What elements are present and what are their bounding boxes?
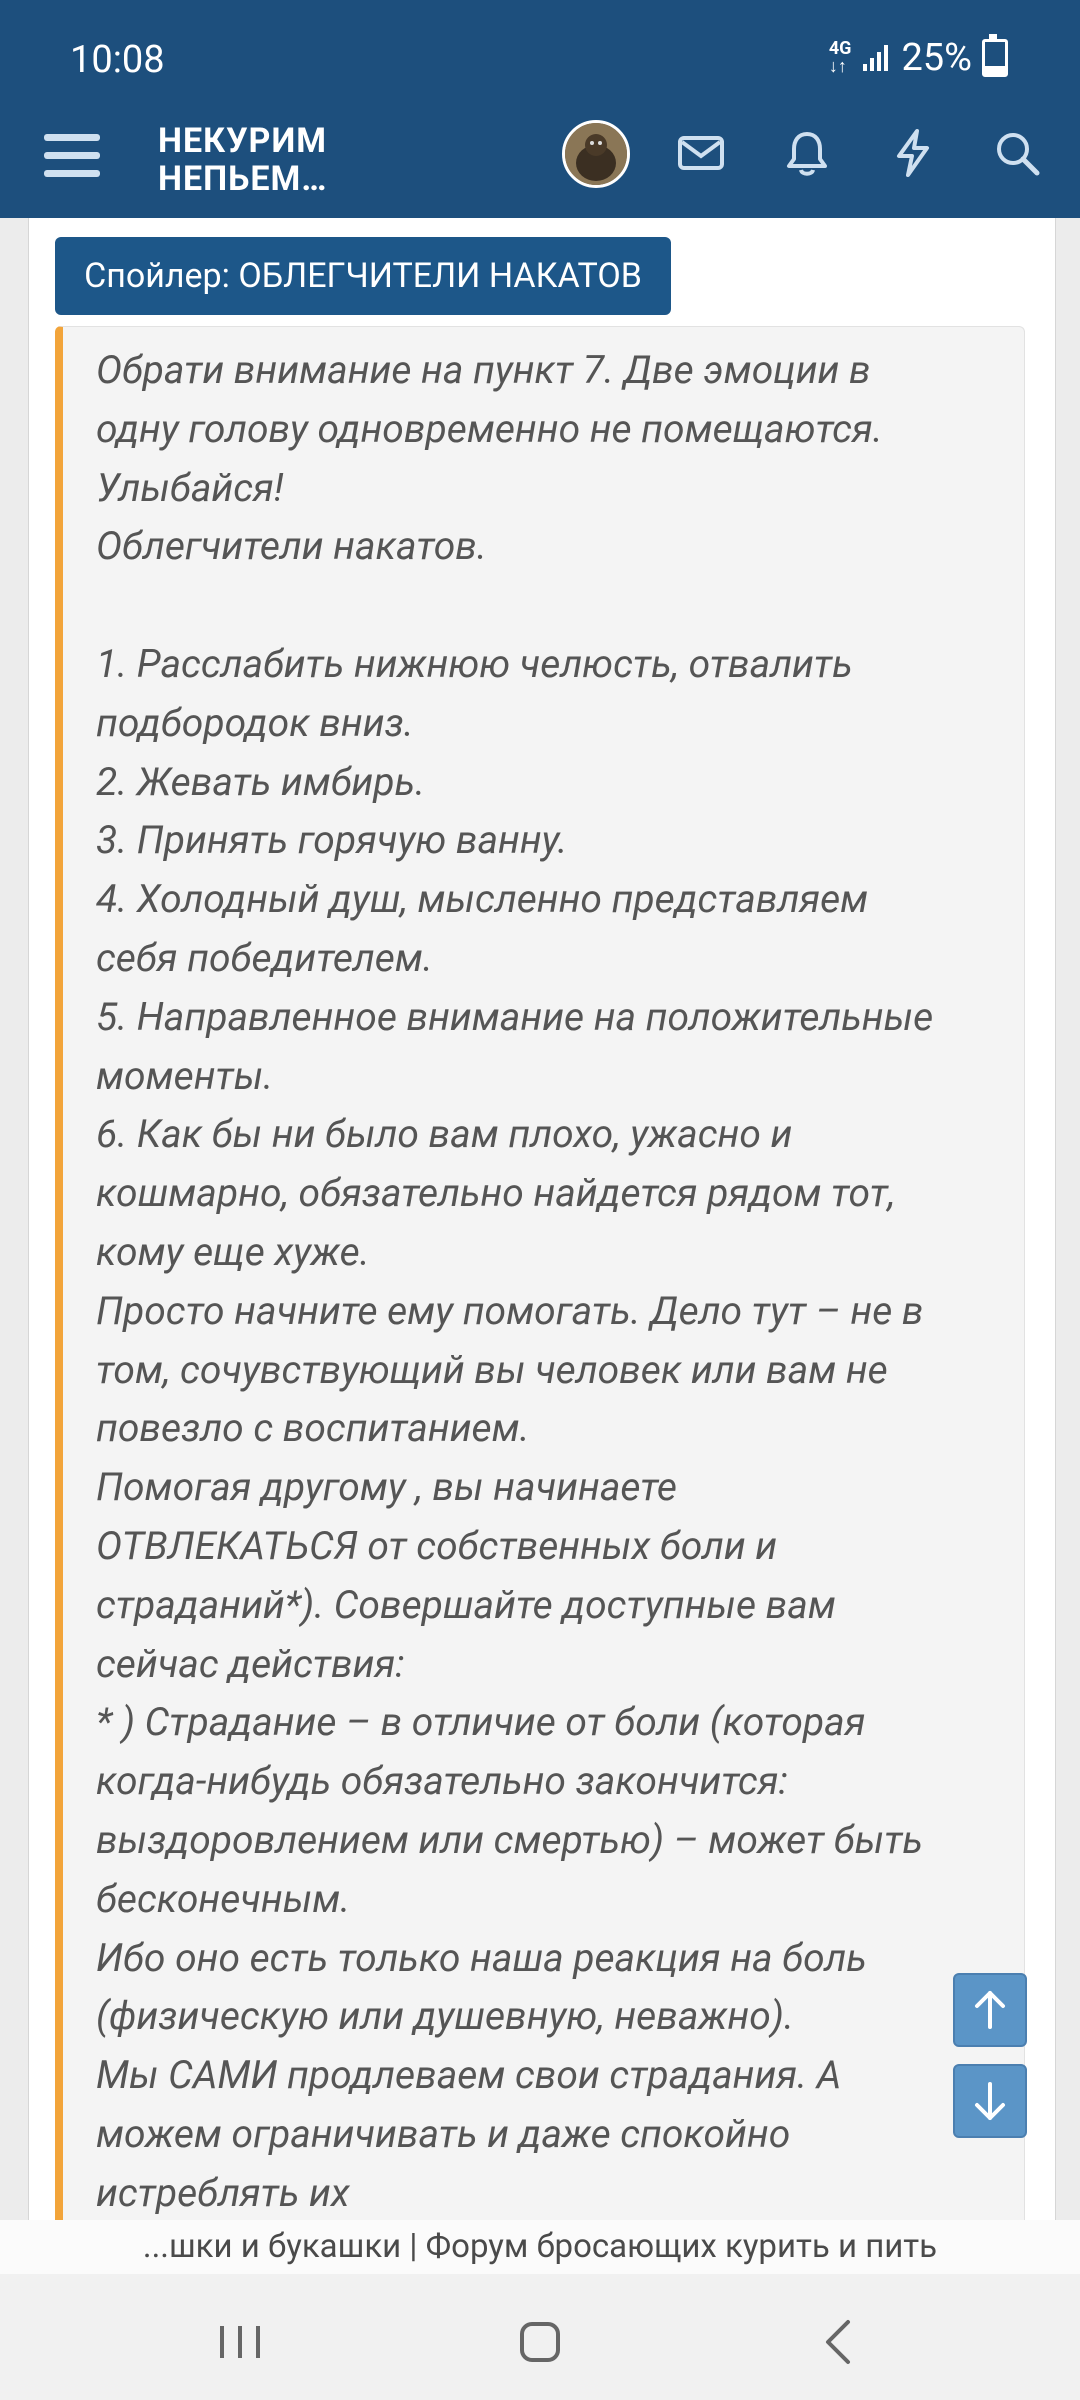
battery-icon: [982, 39, 1008, 77]
site-logo[interactable]: [158, 122, 327, 198]
avatar[interactable]: [562, 120, 630, 188]
home-icon[interactable]: [510, 2312, 570, 2372]
spoiler-line: Обрати внимание на пункт 7. Две эмоции в: [96, 347, 871, 393]
spoiler-line: себя победителем.: [96, 934, 433, 981]
bell-icon[interactable]: [780, 126, 834, 180]
spoiler-line: Улыбайся!: [96, 464, 284, 511]
spoiler-line: 4. Холодный душ, мысленно представляем: [96, 876, 869, 923]
signal-icon: [861, 43, 891, 73]
page-title-bar: ...шки и букашки | Форум бросающих курить и пить: [0, 2220, 1080, 2274]
spoiler-line: повезло с воспитанием.: [96, 1405, 530, 1452]
scroll-up-button[interactable]: [953, 1973, 1027, 2047]
mail-icon[interactable]: [674, 126, 728, 180]
arrow-up-icon: [955, 1975, 1025, 2045]
spoiler-line: 6. Как бы ни было вам плохо, ужасно и: [96, 1111, 793, 1158]
status-bar: [0, 0, 1080, 120]
search-icon[interactable]: [990, 126, 1044, 180]
recent-apps-icon[interactable]: [210, 2312, 270, 2372]
spoiler-line: выздоровлением или смертью) – может быть: [96, 1816, 923, 1863]
brand-line-2: НЕПЬЕМ…: [158, 159, 328, 199]
spoiler-line: Облегчители накатов.: [96, 523, 487, 570]
spoiler-line: Просто начните ему помогать. Дело тут – не в: [96, 1287, 924, 1334]
menu-icon[interactable]: [42, 126, 102, 186]
network-type: 4G: [828, 38, 852, 59]
spoiler-line: сейчас действия:: [96, 1640, 405, 1687]
status-indicators: [829, 36, 1008, 80]
spoiler-line: моменты.: [96, 1052, 274, 1099]
spoiler-line: том, сочувствующий вы человек или вам не: [96, 1346, 888, 1393]
lightning-icon[interactable]: [886, 126, 940, 180]
spoiler-line: Мы САМИ продлеваем свои страдания. А: [96, 2052, 842, 2099]
battery-percent: 25%: [901, 36, 972, 80]
spoiler-line: одну голову одновременно не помещаются.: [96, 405, 883, 452]
spoiler-line: Ибо оно есть только наша реакция на боль: [96, 1934, 867, 1981]
network-arrows: ↓↑: [828, 56, 847, 77]
spoiler-line: кошмарно, обязательно найдется рядом тот,: [96, 1170, 896, 1217]
spoiler-line: кому еще хуже.: [96, 1228, 370, 1275]
spoiler-line: страданий*). Совершайте доступные вам: [96, 1581, 836, 1628]
spoiler-text: [96, 341, 1026, 2223]
arrow-down-icon: [955, 2066, 1025, 2136]
spoiler-line: бесконечным.: [96, 1875, 351, 1922]
spoiler-line: 1. Расслабить нижнюю челюсть, отвалить: [96, 640, 853, 687]
brand-line-1: НЕКУРИМ: [158, 121, 328, 161]
spoiler-line: подбородок вниз.: [96, 699, 414, 746]
spoiler-line: когда-нибудь обязательно закончится:: [96, 1758, 788, 1805]
network-indicator: [829, 40, 852, 76]
spoiler-line: (физическую или душевную, неважно).: [96, 1993, 794, 2040]
spoiler-button[interactable]: Спойлер: ОБЛЕГЧИТЕЛИ НАКАТОВ: [55, 237, 671, 315]
scroll-down-button[interactable]: [953, 2064, 1027, 2138]
spoiler-line: истреблять их: [96, 2169, 350, 2216]
app-header: [0, 120, 1080, 218]
spoiler-line: * ) Страдание – в отличие от боли (которая: [96, 1699, 866, 1746]
spoiler-line: можем ограничивать и даже спокойно: [96, 2110, 791, 2157]
spoiler-line: Помогая другому , вы начинаете: [96, 1464, 677, 1511]
spoiler-line: 5. Направленное внимание на положительные: [96, 993, 934, 1040]
spoiler-line: ОТВЛЕКАТЬСЯ от собственных боли и: [96, 1522, 778, 1569]
back-icon[interactable]: [810, 2312, 870, 2372]
status-time: 10:08: [70, 38, 165, 82]
spoiler-line: 3. Принять горячую ванну.: [96, 817, 568, 864]
system-nav-bar: [0, 2274, 1080, 2400]
spoiler-line: [96, 576, 1026, 635]
spoiler-content: [55, 326, 1025, 2220]
spoiler-line: 2. Жевать имбирь.: [96, 758, 426, 805]
